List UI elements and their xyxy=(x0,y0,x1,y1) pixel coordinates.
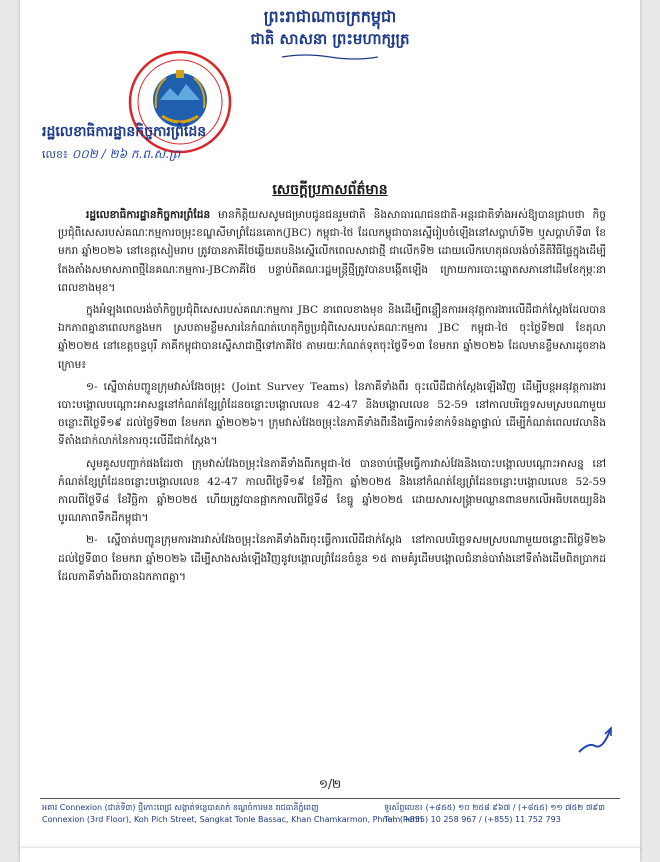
paragraph-text: ១- ស្នើចាត់បញ្ជូនក្រុមវាស់វែងចម្រុះ (Joint Survey Teams) នៃភាគីទាំងពីរ ចុះលើដីជាក់ស្តែងឡើងវិញ ដើម្បីបន្តអនុវត្តការងារបោះបង្គោលបណ្តោះអាសន្ននៅកំណត់ខ្សែព្រំដែនចន្លោះបង្គោលលេខ 42-47 និងបង្គោលលេខ 52-59 នៅកាលបរិច្ឆេទសមស្របណាមួយចន្លោះពីថ្ងៃទី១៩ ដល់ថ្ងៃទី២៣ ខែមករា ឆ្នាំ២០២៦។ ក្រុមវាស់វែងចម្រុះនៃភាគីទាំងពីរនឹងធ្វើការទំនាក់ទំនងគ្នាផ្ទាល់ ដើម្បីកំណត់ពេលវេលានិងទីតាំងជាក់លាក់នៃការចុះលើដីជាក់ស្តែង។ xyxy=(58,380,606,448)
paragraph xyxy=(58,378,606,451)
national-motto: ជាតិ សាសនា ព្រះមហាក្សត្រ xyxy=(250,30,410,48)
footer-phone-km: ទូរស័ព្ទលេខ៖ (+៨៥៥) ១០ ២៥៨ ៩៦៧ / (+៨៥៥) ១១ ៧៥២ ៧៩៣ xyxy=(384,803,605,812)
paragraph xyxy=(58,301,606,374)
signature-mark-icon xyxy=(575,720,615,760)
paragraph-text: មានកិត្តិយសសូមជម្រាបជូនជនរួមជាតិ និងសាធារណជនជាតិ-អន្តរជាតិទាំងអស់ឱ្យបានជ្រាបថា កិច្ចប្រជុំពិសេសរបស់គណៈកម្មការចម្រុះខណ្ឌសីមាព្រំដែនគោក(JBC) កម្ពុជា-ថៃ ដែលកម្ពុជាបានស្នើរៀបចំឡើងនៅសប្តាហ៍ទី២ ឬសប្តាហ៍ទី៣ ខែមករា ឆ្នាំ២០២៦ នៅខេត្តសៀមរាប ត្រូវបានភាគីថៃឆ្លើយតបនិងស្នើលើកពេលសាជាថ្មី ជាលើកទី២ ដោយលើកហេតុផលរង់ចាំនីតិវិធីផ្ទៃក្នុងដើម្បីតែងតាំងសមាសភាពថ្មីនៃគណៈកម្មការ-JBCភាគីថៃ បន្ទាប់ពីគណៈរដ្ឋមន្ត្រីថ្មីត្រូវបានបង្កើតឡើង ក្រោយការបោះឆ្នោតសភានៅដើមខែកុម្ភៈនាពេលខាងមុខ។ xyxy=(58,209,606,294)
footer-divider xyxy=(40,798,620,799)
document-page xyxy=(20,0,640,850)
paragraph-text: ក្នុងអំឡុងពេលរង់ចាំកិច្ចប្រជុំពិសេសរបស់គណៈកម្មការ JBC នាពេលខាងមុខ និងដើម្បីពន្លឿនការអនុវត្តការងារលើដីជាក់ស្តែងដែលបានឯកភាពគ្នានាពេលកន្លងមក ស្របតាមខ្លឹមសារនៃកំណត់ហេតុកិច្ចប្រជុំពិសេសរបស់គណៈកម្មការ JBC កម្ពុជា-ថៃ ចុះថ្ងៃទី២៧ ខែតុលា ឆ្នាំ២០២៥ នៅខេត្តចន្ទបុរី ភាគីកម្ពុជាបានស្នើសាជាថ្មីទៅភាគីថៃ តាមរយៈកំណត់ទុតចុះថ្ងៃទី១៣ ខែមករា ឆ្នាំ២០២៦ ដែលមានខ្លឹមសារដូចខាងក្រោម៖ xyxy=(58,304,606,371)
reference-value: ០០២ / ២៦ ក.ព.ស.ព្រ xyxy=(71,147,181,161)
footer-address-km: អគារ Connexion (ជាន់ទី៣) ថ្មីកោះពេជ្រ សង្កាត់ទន្លេបាសាក់ ខណ្ឌចំការមន រាជធានីភ្នំពេញ xyxy=(42,803,319,812)
paragraph xyxy=(58,206,606,297)
reference-number xyxy=(42,146,180,164)
paragraph-text: សូមគូសបញ្ជាក់ផងដែរថា ក្រុមវាស់វែងចម្រុះនៃភាគីទាំងពីរកម្ពុជា-ថៃ បានចាប់ផ្តើមធ្វើការវាស់វែងនិងបោះបង្គោលបណ្តោះអាសន្ន នៅកំណត់ខ្សែព្រំដែនចន្លោះបង្គោលលេខ 42-47 កាលពីថ្ងៃទី១៩ ខែវិច្ឆិកា ឆ្នាំ២០២៥ និងនៅកំណត់ខ្សែព្រំដែនចន្លោះបង្គោលលេខ 52-59 កាលពីថ្ងៃទី៨ ខែវិច្ឆិកា ឆ្នាំ២០២៥ ហើយត្រូវបានផ្អាកកាលពីថ្ងៃទី៨ ខែធ្នូ ឆ្នាំ២០២៥ ដោយសារសង្គ្រាមឈ្លានពានមកលើអធិបតេយ្យនិងបូរណភាពទឹកដីកម្ពុជា។ xyxy=(58,457,607,525)
footer-address-en: Connexion (3rd Floor), Koh Pich Street, Sangkat Tonle Bassac, Khan Chamkarmon, Phnom Penh xyxy=(42,815,423,824)
paragraph-text: ២- ស្នើចាត់បញ្ជូនក្រុមការងារវាស់វែងចម្រុះនៃភាគីទាំងពីរចុះធ្វើការលើដីជាក់ស្តែង នៅកាលបរិច្ឆេទសមស្របណាមួយចន្លោះពីថ្ងៃទី២៦ ដល់ថ្ងៃទី៣០ ខែមករា ឆ្នាំ២០២៦ ដើម្បីសាងសង់ឡើងវិញនូវបង្គោលព្រំដែនចំនួន ១៥ តាមគំរូដើមបង្គោលជំនាន់បារាំងនៅទីតាំងដើមពិតប្រាកដដែលភាគីទាំងពីរបានឯកភាពគ្នា។ xyxy=(58,534,606,583)
footer-phone xyxy=(384,802,624,826)
reference-label: លេខ៖ xyxy=(42,148,68,161)
footer-address xyxy=(42,802,423,826)
document-title: សេចក្តីប្រកាសព័ត៌មាន xyxy=(272,182,388,198)
paragraph-lead: រដ្ឋលេខាធិការដ្ឋានកិច្ចការព្រំដែន xyxy=(86,209,211,221)
motto-ornament xyxy=(280,53,380,61)
sender-ministry-name: រដ្ឋលេខាធិការដ្ឋានកិច្ចការព្រំដែន xyxy=(42,124,207,140)
next-page-edge xyxy=(20,848,640,862)
paragraph xyxy=(58,531,606,586)
paragraph xyxy=(58,455,606,528)
page-number: ១/២ xyxy=(318,777,342,791)
footer-phone-en: Tel: (+855) 10 258 967 / (+855) 11 752 793 xyxy=(384,815,561,824)
kingdom-heading: ព្រះរាជាណាចក្រកម្ពុជា xyxy=(263,7,397,26)
document-body xyxy=(58,206,606,590)
